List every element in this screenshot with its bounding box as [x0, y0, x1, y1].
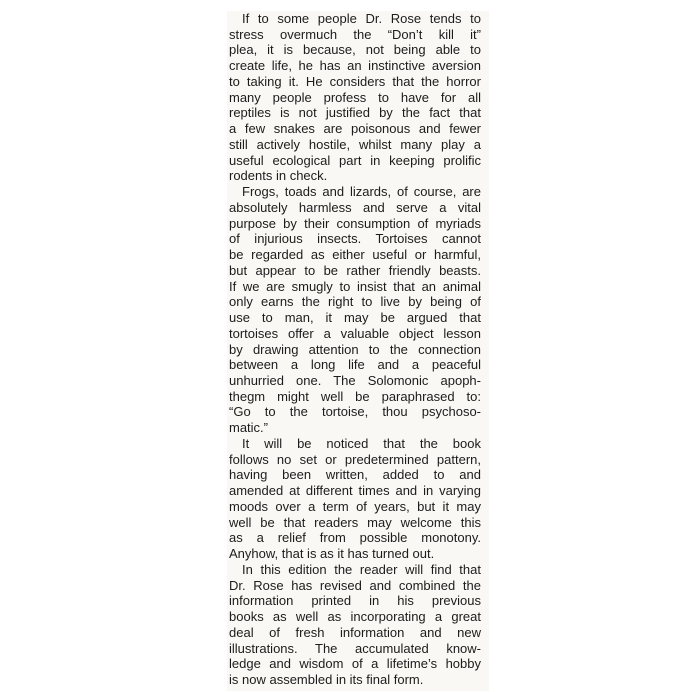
text-line: thegm might well be paraphrased to:	[229, 389, 481, 404]
text-line: rodents in check.	[229, 168, 328, 183]
text-line: If we are smugly to insist that an animal	[229, 279, 481, 294]
text-line: of injurious insects. Tortoises cannot	[229, 231, 481, 246]
text-line: many people profess to have for all	[229, 90, 481, 105]
text-line: by drawing attention to the connection	[229, 342, 481, 357]
text-line: follows no set or predetermined pattern,	[229, 452, 481, 467]
text-line: useful ecological part in keeping prolific	[229, 153, 481, 168]
text-line: reptiles is not justified by the fact that	[229, 105, 481, 120]
text-line: well be that readers may welcome this	[229, 515, 481, 530]
text-line: books as well as incorporating a great	[229, 609, 481, 624]
text-line: Frogs, toads and lizards, of course, are	[242, 184, 481, 199]
text-line: as a relief from possible monotony.	[229, 530, 481, 545]
text-line: Anyhow, that is as it has turned out.	[229, 546, 435, 561]
text-line: matic.”	[229, 420, 268, 435]
text-line: amended at different times and in varying	[229, 483, 481, 498]
text-line: “Go to the tortoise, thou psychoso-	[229, 404, 481, 419]
text-line: a few snakes are poisonous and fewer	[229, 121, 481, 136]
text-line: information printed in his previous	[229, 593, 481, 608]
text-line: If to some people Dr. Rose tends to	[242, 11, 481, 26]
text-line: use to man, it may be argued that	[229, 310, 481, 325]
text-line: deal of fresh information and new	[229, 625, 481, 640]
text-line: absolutely harmless and serve a vital	[229, 200, 481, 215]
text-line: moods over a term of years, but it may	[229, 499, 481, 514]
text-line: In this edition the reader will find that	[242, 562, 481, 577]
text-line: but appear to be rather friendly beasts.	[229, 263, 481, 278]
text-line: Dr. Rose has revised and combined the	[229, 578, 481, 593]
text-line: purpose by their consumption of myriads	[229, 216, 481, 231]
text-line: It will be noticed that the book	[242, 436, 481, 451]
text-line: plea, it is because, not being able to	[229, 42, 481, 57]
text-line: between a long life and a peaceful	[229, 357, 481, 372]
text-line: illustrations. The accumulated know-	[229, 641, 481, 656]
text-line: be regarded as either useful or harmful,	[229, 247, 481, 262]
text-line: ledge and wisdom of a lifetime’s hobby	[229, 656, 481, 671]
text-line: stress overmuch the “Don’t kill it”	[229, 27, 481, 42]
text-line: still actively hostile, whilst many play a	[229, 137, 481, 152]
text-line: tortoises offer a valuable object lesson	[229, 326, 481, 341]
text-line: create life, he has an instinctive aversion	[229, 58, 481, 73]
text-line: is now assembled in its final form.	[229, 672, 424, 687]
text-line: only earns the right to live by being of	[229, 294, 481, 309]
text-line: having been written, added to and	[229, 467, 481, 482]
text-line: to taking it. He considers that the horror	[229, 74, 481, 89]
text-line: unhurried one. The Solomonic apoph-	[229, 373, 481, 388]
